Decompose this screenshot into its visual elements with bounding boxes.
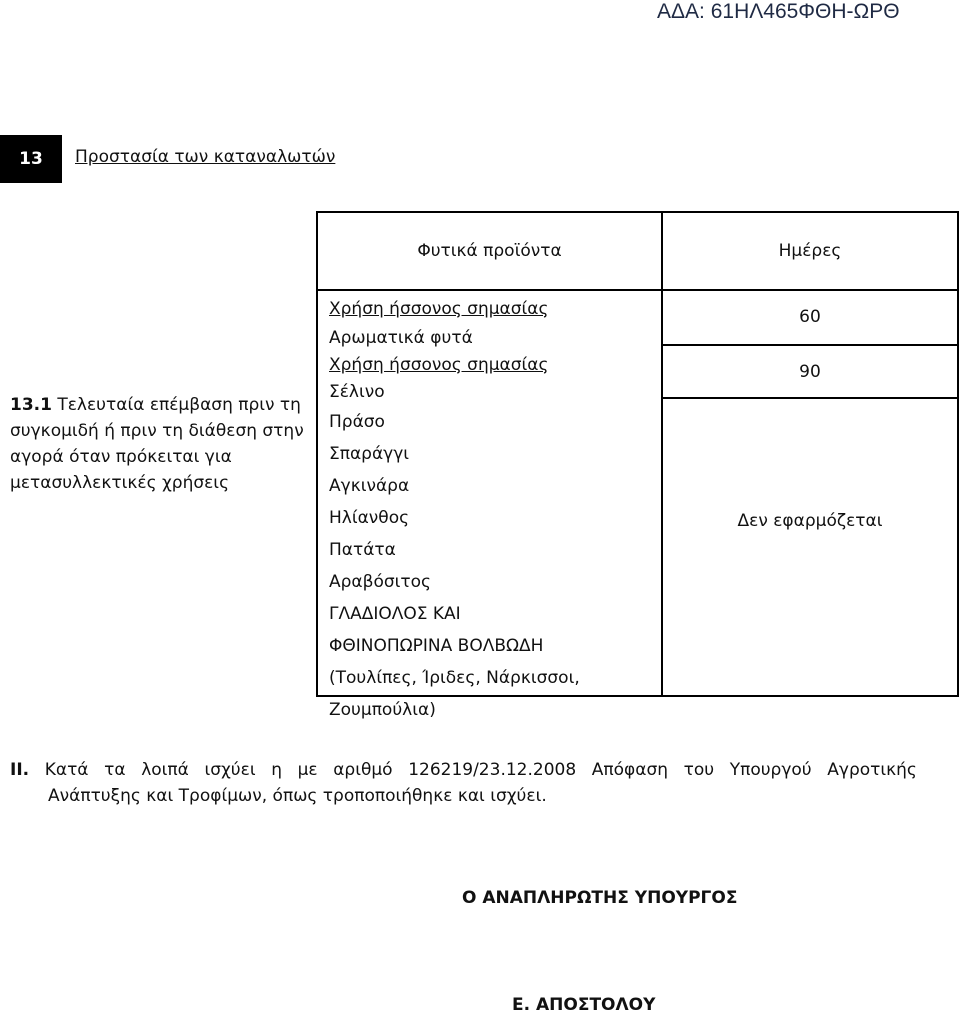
paragraph-word: Απόφαση <box>591 760 668 780</box>
crop-item: Ηλίανθος <box>329 508 410 528</box>
subsection-number: 13.1 <box>10 395 52 415</box>
days-value: Δεν εφαρμόζεται <box>737 511 883 531</box>
crops-cell <box>317 290 662 720</box>
signatory-name: Ε. ΑΠΟΣΤΟΛΟΥ <box>512 995 656 1015</box>
paragraph-word: Υπουργού <box>729 760 812 780</box>
crop-item: Ζουμπούλια) <box>329 700 436 720</box>
section-title: Προστασία των καταναλωτών <box>75 147 336 167</box>
paragraph-word: με <box>297 760 318 780</box>
crop-item: Αραβόσιτος <box>329 572 432 592</box>
header-cell-days <box>662 212 958 290</box>
paragraph-word: 126219/23.12.2008 <box>408 760 577 780</box>
paragraph-word: τα <box>104 760 126 780</box>
products-header: Φυτικά προϊόντα <box>417 241 562 261</box>
crop-item: Σπαράγγι <box>329 444 410 464</box>
crop-item: Χρήση ήσσονος σημασίας <box>329 355 549 375</box>
crop-item: (Τουλίπες, Ίριδες, Νάρκισσοι, <box>329 668 580 688</box>
closing-paragraph <box>10 757 917 809</box>
paragraph-word: η <box>271 760 282 780</box>
paragraph-word: του <box>683 760 715 780</box>
paragraph-word: ισχύει <box>204 760 256 780</box>
crop-item: Χρήση ήσσονος σημασίας <box>329 299 549 319</box>
crop-item: Αγκινάρα <box>329 476 410 496</box>
signatory-title: Ο ΑΝΑΠΛΗΡΩΤΗΣ ΥΠΟΥΡΓΟΣ <box>462 888 738 908</box>
divider <box>663 397 957 399</box>
paragraph-word: λοιπά <box>141 760 189 780</box>
ada-code: ΑΔΑ: 61ΗΛ465ΦΘΗ-ΩΡΘ <box>657 0 900 23</box>
divider <box>663 344 957 346</box>
crops-list <box>318 291 661 720</box>
header-cell-products <box>317 212 662 290</box>
days-cell <box>662 290 958 696</box>
crop-item: Πατάτα <box>329 540 396 560</box>
crop-item: Αρωματικά φυτά <box>329 328 473 348</box>
subsection-description: Τελευταία επέμβαση πριν τη συγκομιδή ή πριν τη διάθεση στην αγορά όταν πρόκειται για μετασυλλεκτικές χρήσεις <box>10 395 304 493</box>
paragraph-word: Αγροτικής <box>827 760 917 780</box>
paragraph-line-2: Ανάπτυξης και Τροφίμων, όπως τροποποιήθηκε και ισχύει. <box>48 786 547 806</box>
pre-harvest-table <box>316 211 959 720</box>
subsection-text <box>10 392 310 496</box>
days-header: Ημέρες <box>778 241 842 261</box>
days-value: 90 <box>799 362 821 382</box>
crop-item: ΓΛΑΔΙΟΛΟΣ ΚΑΙ <box>329 604 461 624</box>
crop-item: Σέλινο <box>329 382 385 402</box>
paragraph-line-1 <box>10 757 917 783</box>
paragraph-word: αριθμό <box>333 760 393 780</box>
section-number: 13 <box>0 135 62 183</box>
days-list <box>663 291 957 695</box>
paragraph-number: ΙΙ. <box>10 760 30 780</box>
paragraph-word: Κατά <box>44 760 89 780</box>
days-value: 60 <box>799 307 821 327</box>
crop-item: ΦΘΙΝΟΠΩΡΙΝΑ ΒΟΛΒΩΔΗ <box>329 636 544 656</box>
crop-item: Πράσο <box>329 412 385 432</box>
